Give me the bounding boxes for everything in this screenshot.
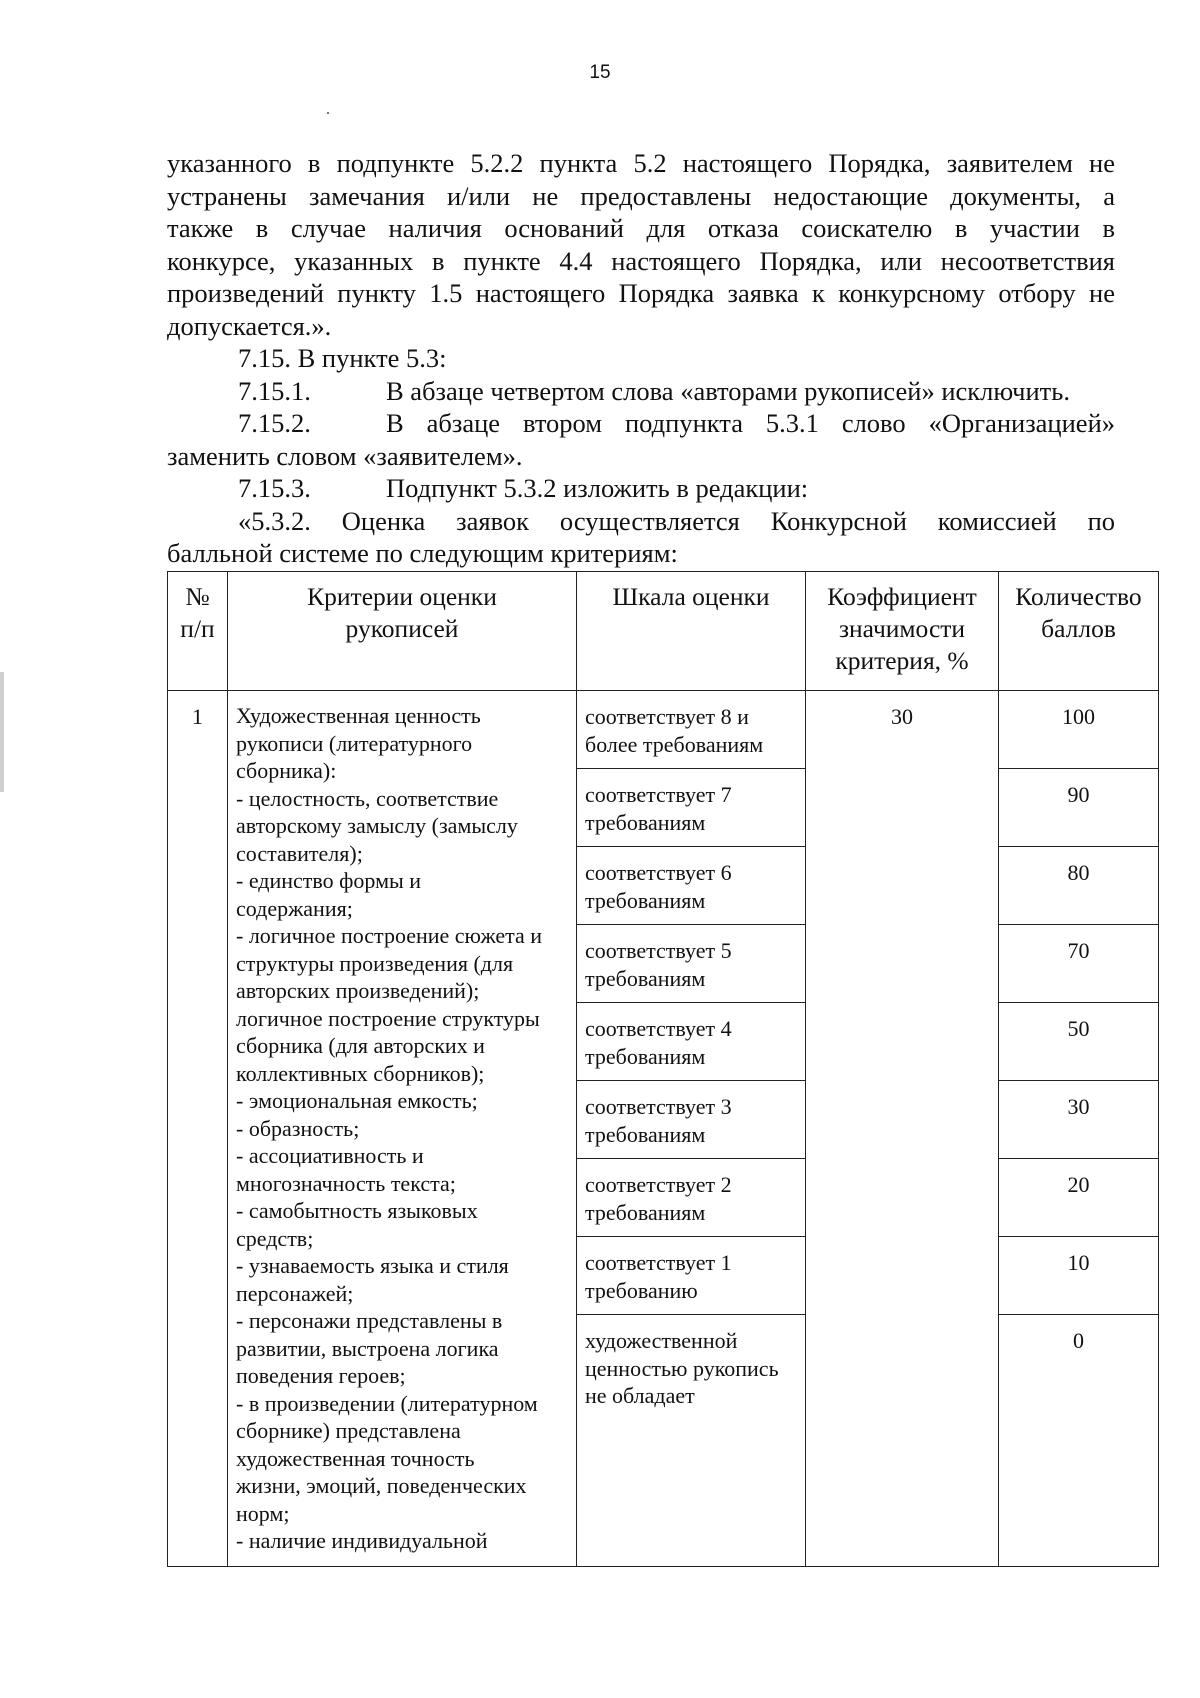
item-text: В абзаце четвертом слова «авторами рукописей» исключить. xyxy=(386,375,1070,406)
scale-line: требованиям xyxy=(585,1199,706,1225)
criteria-line: структуры произведения (для xyxy=(236,950,514,976)
scale-line: художественной xyxy=(585,1328,738,1353)
criteria-line: - единство формы и xyxy=(236,868,422,893)
item-number: 7.15.1. xyxy=(238,375,311,406)
scale-line: требованиям xyxy=(585,1043,706,1069)
points-cell: 0 xyxy=(999,1315,1159,1567)
scale-line: соответствует 4 xyxy=(585,1016,732,1041)
intro-line: указанного в подпункте 5.2.2 пункта 5.2 настоящего Порядка, заявителем не xyxy=(167,148,1115,178)
criteria-line: авторских произведений); xyxy=(236,978,480,1003)
item-7-15: 7.15. В пункте 5.3: xyxy=(238,343,447,373)
row-number-cell: 1 xyxy=(168,691,228,1567)
scale-line: соответствует 1 xyxy=(585,1250,732,1275)
criteria-line: - в произведении (литературном xyxy=(236,1390,538,1416)
points-cell: 80 xyxy=(999,847,1159,925)
scale-line: соответствует 8 и xyxy=(585,704,749,729)
item-7-15-1 xyxy=(167,375,1115,408)
scale-cell xyxy=(577,1315,806,1567)
scale-cell xyxy=(577,691,806,769)
criteria-line: художественная точность xyxy=(236,1445,475,1471)
criteria-line: рукописи (литературного xyxy=(236,730,473,756)
scale-cell xyxy=(577,1003,806,1081)
criteria-line: - логичное построение сюжета и xyxy=(236,923,543,948)
coefficient-cell: 30 xyxy=(806,691,999,1567)
points-cell: 20 xyxy=(999,1159,1159,1237)
criteria-line: норм; xyxy=(236,1500,290,1526)
table-row xyxy=(168,691,1159,769)
scale-line: соответствует 7 xyxy=(585,782,732,807)
criteria-line: сборника): xyxy=(236,758,337,783)
scale-cell xyxy=(577,1081,806,1159)
scale-line: соответствует 5 xyxy=(585,938,732,963)
header-text: № xyxy=(185,582,210,611)
scale-line: ценностью рукопись xyxy=(585,1355,779,1381)
scale-cell xyxy=(577,847,806,925)
intro-line: также в случае наличия оснований для отказа соискателю в участии в xyxy=(167,213,1115,243)
scale-line: соответствует 3 xyxy=(585,1094,732,1119)
scale-line: требованию xyxy=(585,1277,698,1303)
intro-line: устранены замечания и/или не предоставлены недостающие документы, а xyxy=(167,180,1115,211)
intro-line: конкурсе, указанных в пункте 4.4 настоящего Порядка, или несоответствия xyxy=(167,245,1115,276)
page-number: 15 xyxy=(589,62,611,83)
criteria-line: жизни, эмоций, поведенческих xyxy=(236,1473,527,1498)
criteria-line: персонажей; xyxy=(236,1280,354,1306)
criteria-line: содержания; xyxy=(236,895,353,921)
criteria-line: логичное построение структуры xyxy=(236,1005,540,1031)
scale-line: требованиям xyxy=(585,1121,706,1147)
criteria-line: сборника (для авторских и xyxy=(236,1033,485,1058)
points-cell: 50 xyxy=(999,1003,1159,1081)
criteria-line: коллективных сборников); xyxy=(236,1060,485,1086)
scale-line: требованиям xyxy=(585,809,706,835)
item-number: 7.15.3. xyxy=(238,473,311,503)
item-7-15-3 xyxy=(167,472,1115,505)
scale-cell xyxy=(577,769,806,847)
points-cell: 100 xyxy=(999,691,1159,769)
points-cell: 90 xyxy=(999,769,1159,847)
scan-dot xyxy=(327,112,329,114)
header-text: критерия, % xyxy=(835,646,969,675)
quote-line-2: балльной системе по следующим критериям: xyxy=(167,538,678,568)
item-7-15-2-cont: заменить словом «заявителем». xyxy=(167,440,523,471)
intro-paragraph xyxy=(167,147,1115,570)
criteria-line: - наличие индивидуальной xyxy=(236,1528,488,1553)
scale-line: не обладает xyxy=(585,1383,695,1408)
scale-cell xyxy=(577,1237,806,1315)
criteria-table xyxy=(167,571,1159,1567)
criteria-line: поведения героев; xyxy=(236,1363,406,1388)
criteria-line: многозначность текста; xyxy=(236,1170,456,1196)
criteria-line: - персонажи представлены в xyxy=(236,1308,503,1333)
item-text: В абзаце втором подпункта 5.3.1 слово «Организацией» xyxy=(386,408,1115,438)
points-cell: 30 xyxy=(999,1081,1159,1159)
criteria-line: средств; xyxy=(236,1225,314,1251)
scale-line: соответствует 6 xyxy=(585,860,732,885)
scale-cell xyxy=(577,925,806,1003)
scale-line: более требованиям xyxy=(585,731,764,757)
quote-line-1: «5.3.2. Оценка заявок осуществляется Конкурсной комиссией по xyxy=(238,505,1115,536)
header-text: п/п xyxy=(180,614,215,643)
item-number: 7.15.2. xyxy=(238,408,311,438)
criteria-line: Художественная ценность xyxy=(236,703,481,728)
header-num xyxy=(168,572,228,691)
criteria-table-body xyxy=(168,691,1159,1567)
criteria-line: - образность; xyxy=(236,1115,360,1141)
header-text: значимости xyxy=(838,614,966,643)
scale-line: соответствует 2 xyxy=(585,1172,732,1197)
header-text: Количество xyxy=(1015,582,1142,611)
header-text: Шкала оценки xyxy=(612,582,770,611)
item-7-15-2 xyxy=(167,407,1115,440)
criteria-line: - целостность, соответствие xyxy=(236,785,499,811)
intro-line: произведений пункту 1.5 настоящего Порядка заявка к конкурсному отбору не xyxy=(167,278,1115,308)
criteria-line: - самобытность языковых xyxy=(236,1198,478,1223)
header-text: рукописей xyxy=(345,614,459,643)
criteria-line: развитии, выстроена логика xyxy=(236,1335,499,1361)
header-text: Коэффициент xyxy=(827,582,977,611)
criteria-line: сборнике) представлена xyxy=(236,1418,461,1443)
header-criteria xyxy=(228,572,577,691)
scale-line: требованиям xyxy=(585,965,706,991)
criteria-line: составителя); xyxy=(236,840,363,866)
table-header-row xyxy=(168,572,1159,691)
criteria-line: - эмоциональная емкость; xyxy=(236,1088,478,1113)
scale-cell xyxy=(577,1159,806,1237)
points-cell: 70 xyxy=(999,925,1159,1003)
header-coefficient xyxy=(806,572,999,691)
criteria-line: - ассоциативность и xyxy=(236,1143,424,1168)
header-text: Критерии оценки xyxy=(307,582,497,611)
intro-line-last: допускается.». xyxy=(167,310,332,341)
header-points xyxy=(999,572,1159,691)
binding-mark xyxy=(0,672,4,792)
scale-line: требованиям xyxy=(585,887,706,913)
criteria-line: авторскому замыслу (замыслу xyxy=(236,813,518,838)
criteria-line: - узнаваемость языка и стиля xyxy=(236,1253,509,1278)
header-scale xyxy=(577,572,806,691)
points-cell: 10 xyxy=(999,1237,1159,1315)
item-text: Подпункт 5.3.2 изложить в редакции: xyxy=(386,473,809,503)
header-text: баллов xyxy=(1041,614,1116,643)
criteria-cell xyxy=(228,691,577,1567)
